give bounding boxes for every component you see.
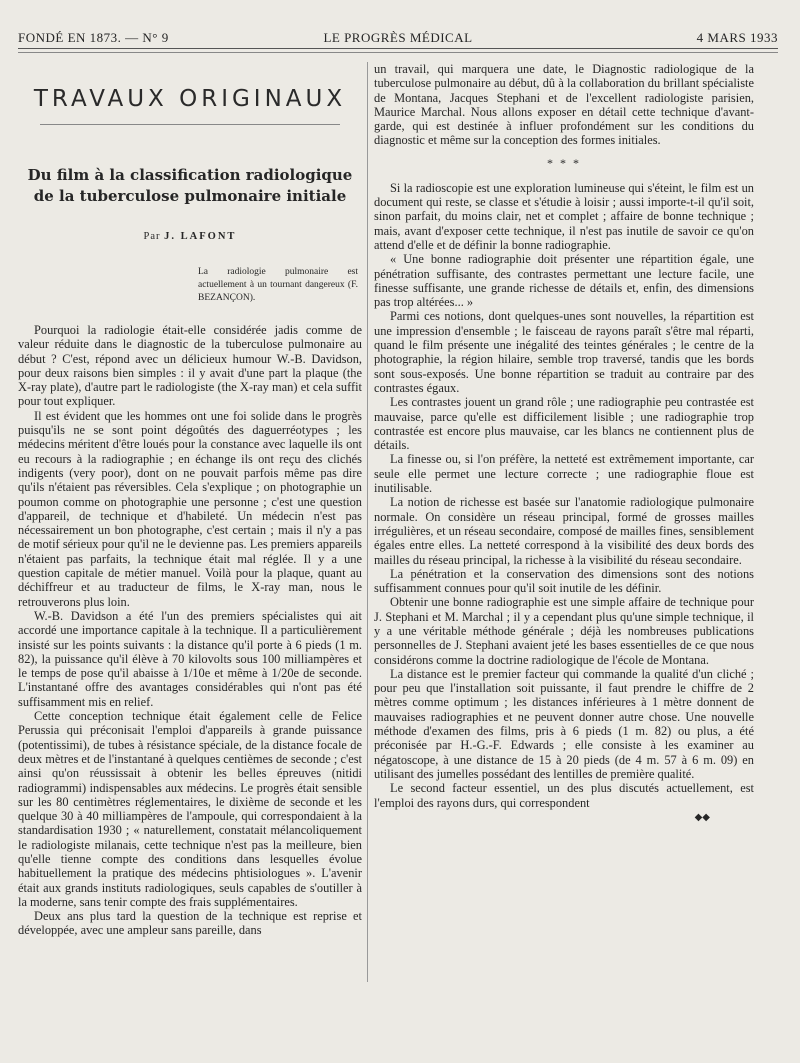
paragraph: Parmi ces notions, dont quelques-unes sont nouvelles, la répartition est une impression d'ensemble ; le faisceau de rayons paraît s'être mal réparti, quand le film présente une inégalité des teintes générales ; le centre de la photographie, la région hilaire, semble trop traversé, tandis que les bords sont sous-exposés. Une bonne répartition se traduit au contraire par des contrastes égaux.	[374, 309, 754, 395]
right-column	[374, 62, 754, 823]
article-title	[18, 165, 362, 207]
header-rule	[18, 48, 778, 49]
paragraph: Deux ans plus tard la question de la technique est reprise et développée, avec une ampleur sans pareille, dans	[18, 909, 362, 938]
byline-prefix: Par	[143, 231, 161, 242]
left-column	[18, 62, 362, 938]
byline	[18, 231, 362, 242]
epigraph: La radiologie pulmonaire est actuellement à un tournant dangereux (F. BEZANÇON).	[198, 267, 358, 303]
left-body-text	[18, 323, 362, 938]
paragraph: « Une bonne radiographie doit présenter une répartition égale, une pénétration suffisante, des contrastes permettant une lecture facile, une finesse suffisante, une grande richesse de détails et, enfin, des dimensions pas trop altérées... »	[374, 252, 754, 310]
right-body-text-b	[374, 181, 754, 810]
paragraph: La finesse ou, si l'on préfère, la netteté est extrêmement importante, car seule elle permet une lecture correcte ; une radiographie floue est inutilisable.	[374, 452, 754, 496]
paragraph: Le second facteur essentiel, un des plus discutés actuellement, est l'emploi des rayons durs, qui correspondent	[374, 781, 754, 810]
section-title-rule	[40, 124, 340, 125]
article-title-line-2: de la tuberculose pulmonaire initiale	[33, 187, 347, 205]
paragraph: Pourquoi la radiologie était-elle considérée jadis comme de valeur réduite dans le diagnostic de la tuberculose pulmonaire au début ? C'est, répond avec un délicieux humour W.-B. Davidson, pour deux raisons bien simples : il y avait d'une part la plaque (the X-ray plate), d'autre part le radiologiste (the X-ray man) et cela suffit pour tout expliquer.	[18, 323, 362, 409]
byline-author: J. LAFONT	[164, 231, 237, 242]
header-journal-title: LE PROGRÈS MÉDICAL	[323, 30, 473, 45]
section-break-stars: * * *	[547, 155, 581, 170]
header-founded: FONDÉ EN 1873. — N° 9	[18, 30, 169, 45]
paragraph: Obtenir une bonne radiographie est une simple affaire de technique pour J. Stephani et M. Marchal ; il y a cependant plus qu'une simple technique, il y a une véritable méthode générale ; déjà les nombreuses publications personnelles de J. Stephani avaient jeté les bases essentielles de ce que nous considérons comme la doctrine radiologique de l'école de Montana.	[374, 595, 754, 667]
paragraph: La pénétration et la conservation des dimensions sont des notions suffisamment connues pour qu'il soit inutile de les définir.	[374, 566, 754, 596]
paragraph: Il est évident que les hommes ont une foi solide dans le progrès puisqu'ils ne se sont point dégoûtés des daguerréotypes ; les médecins méritent d'être loués pour la constance avec laquelle ils ont eu recours à la radiographie ; en échange ils ont reçu des clichés indigents (very poor), dont on ne pouvait parfois même pas dire qu'ils n'étaient pas réversibles. Cela s'explique ; on photographie un poumon comme on photographie une personne ; c'est une question d'appareil, de technique et d'habileté. Un médecin n'est pas nécessairement un bon photographe, c'est certain ; mais il n'y a pas de motif sérieux pour qu'il ne le devienne pas. Les premiers appareils n'étaient pas parfaits, la technique était mal réglée. Il y a une question capitale de métier manuel. Voilà pour la plaque, quant au déchiffreur et au traducteur de films, le X-ray man, nous le retrouverons plus loin.	[18, 408, 362, 609]
running-header	[18, 30, 778, 48]
paragraph: La notion de richesse est basée sur l'anatomie radiologique pulmonaire normale. On considère un réseau principal, formé de grosses mailles irrégulières, et un réseau secondaire, composé de mailles fines, sensiblement égales entre elles. La netteté correspond à la visibilité des deux bords des mailles du réseau principal, la richesse à la visibilité du réseau secondaire.	[374, 495, 754, 567]
paragraph: W.-B. Davidson a été l'un des premiers spécialistes qui ait accordé une importance capitale à la technique. Il a particulièrement insisté sur les points suivants : la distance qu'il porte à 6 pieds (1 m. 82), la puissance qu'il élève à 70 kilovolts sous 100 milliampères et le temps de pose qu'il abaisse à 1/10e et même à 1/20e de seconde. L'instantané offre des avantages considérables qui n'ont pas été suffisamment mis en relief.	[18, 608, 362, 709]
paragraph: Les contrastes jouent un grand rôle ; une radiographie peu contrastée est mauvaise, parce qu'elle est difficilement lisible ; une radiographie trop contrastée est encore plus mauvaise, car les blancs ne contiennent plus de détails.	[374, 395, 754, 453]
paragraph: Cette conception technique était également celle de Felice Perussia qui préconisait l'emploi d'appareils à grande puissance (potentissimi), de tubes à résistance spéciale, de la distance focale de deux mètres et de l'instantané à quelques centièmes de seconde ; c'est ainsi qu'on réussissait à obtenir les belles épreuves (nitidi radiogrammi) indispensables aux médecins. Le progrès était sensible sur les 80 centimètres réglementaires, le dixième de seconde et les quelque 30 à 40 milliampères de l'ampoule, qui correspondaient à la standardisation 1930 ; « naturellement, constatait mélancoliquement le radiologiste milanais, cette technique n'est pas la meilleure, bien qu'elle tienne compte des conditions dans lesquelles évolue habituellement la pratique des médecins phtisiologues ». L'avenir était aux grands instituts radiologiques, seuls capables de s'outiller à la moderne, sans tenir compte des frais supplémentaires.	[18, 709, 362, 909]
right-body-text-a	[374, 62, 754, 148]
header-date: 4 MARS 1933	[696, 30, 778, 45]
header-rule-secondary	[18, 52, 778, 53]
column-divider	[367, 62, 368, 982]
end-ornament: ◆◆	[694, 811, 710, 823]
paragraph: Si la radioscopie est une exploration lumineuse qui s'éteint, le film est un document qui reste, se classe et s'étudie à loisir ; aussi importe-t-il qu'il soit, sinon parfait, du moins clair, net et complet ; affaire de bonne technique ; mais, avant d'exposer cette technique, il n'est pas inutile de savoir ce qu'on attend d'elle et de définir la bonne radiographie.	[374, 180, 754, 252]
paragraph: La distance est le premier facteur qui commande la qualité d'un cliché ; pour peu que l'installation soit puissante, il faut prendre le chiffre de 2 mètres comme optimum ; les distances inférieures à 1 mètre donnent de mauvaises radiographies et ne peuvent donner autre chose. Une nouvelle méthode d'examen des films, pris à 6 pieds (1 m. 82) ou plus, a été préconisée par H.-G.-F. Edwards ; elle consiste à les examiner au négatoscope, à une distance de 15 à 20 pieds (de 4 m. 57 à 6 m. 09) en utilisant des jumelles possédant des lentilles de première qualité.	[374, 666, 754, 781]
article-title-line-1: Du film à la classification radiologique	[27, 166, 353, 184]
section-title: TRAVAUX ORIGINAUX	[33, 86, 347, 112]
paragraph: un travail, qui marquera une date, le Diagnostic radiologique de la tuberculose pulmonaire au début, dû à la collaboration du brillant spécialiste de Montana, Jacques Stephani et de l'excellent radiologiste parisien, Maurice Marchal. Nous allons exposer en détail cette technique d'avant-garde, qui est destinée à influer profondément sur les conditions du diagnostic et même sur la conception des formes initiales.	[374, 62, 754, 148]
